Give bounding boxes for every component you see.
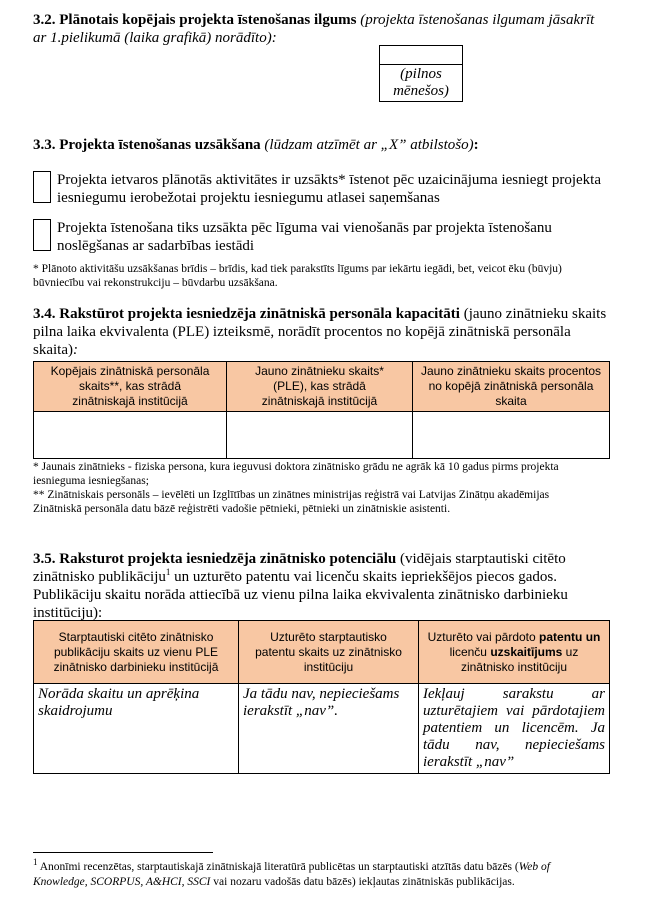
start-option-2-line2: noslēgšanas ar sadarbības iestādi bbox=[57, 238, 255, 254]
potential-header-publications-line1: Starptautiski citēto zinātnisko bbox=[58, 629, 214, 644]
publications-cell-line1: Norāda skaitu un aprēķina bbox=[38, 686, 200, 702]
potential-header-publications bbox=[34, 621, 239, 684]
staff-header-young-line1: Jauno zinātnieku skaits* bbox=[255, 364, 384, 378]
duration-unit-line2: mēnešos) bbox=[393, 83, 449, 99]
section-3-3-colon: : bbox=[473, 137, 479, 153]
potential-header-licences-line1-b: patentu un bbox=[539, 629, 601, 644]
footnote-line1 bbox=[33, 857, 550, 874]
staff-header-total bbox=[34, 362, 227, 412]
section-3-5-text-line3: Publikāciju skaitu norāda attiecībā uz vienu pilna laika ekvivalenta zinātnisko darbinieku bbox=[33, 587, 568, 603]
potential-header-licences-line1 bbox=[423, 630, 605, 645]
staff-footnote-line1: ** Zinātniskais personāls – ievēlēti un Izglītības un zinātnes ministrijas reģistrā vai Latvijas Zinātņu akadēmijas bbox=[33, 489, 550, 501]
staff-header-percent bbox=[413, 362, 610, 412]
footnote-line1-b: Web of bbox=[518, 861, 550, 873]
staff-header-percent-line2: no kopējā zinātniskā personāla bbox=[428, 379, 594, 393]
footnote-line2 bbox=[33, 875, 515, 889]
section-3-5-text-line2-b: un uzturēto patentu vai licenču skaits iepriekšējos piecos gados. bbox=[174, 569, 557, 585]
potential-header-licences-line2-b: uzskaitījums bbox=[490, 644, 563, 659]
section-3-4-title: Rakstūrot projekta iesniedzēja zinātniskā personāla kapacitāti bbox=[59, 306, 460, 322]
footnote-separator bbox=[33, 852, 213, 853]
staff-header-total-line3: zinātniskajā institūcijā bbox=[72, 394, 188, 408]
section-3-3-title: Projekta īstenošanas uzsākšana bbox=[59, 137, 261, 153]
young-scientist-footnote-line2: iesnieguma iesniegšanas; bbox=[33, 475, 149, 487]
staff-table-input-row bbox=[34, 412, 610, 459]
licences-cell-line1: Iekļauj sarakstu ar bbox=[423, 686, 605, 702]
staff-header-total-line1: Kopējais zinātniskā personāla bbox=[50, 364, 210, 378]
potential-header-licences bbox=[419, 621, 610, 684]
section-3-2-title: Plānotais kopējais projekta īstenošanas ilgums bbox=[59, 12, 357, 28]
publications-cell[interactable] bbox=[34, 684, 239, 774]
section-3-5-title: Raksturot projekta iesniedzēja zinātnisko potenciālu bbox=[59, 551, 397, 567]
section-3-2-number: 3.2. bbox=[33, 12, 56, 28]
section-3-4-text-line3-body: skaita) bbox=[33, 342, 73, 358]
staff-header-young-line2: (PLE), kas strādā bbox=[273, 379, 366, 393]
footnote-line2-b: vai nozaru vadošās datu bāzēs) iekļautas zinātniskās publikācijas. bbox=[210, 876, 515, 888]
section-3-5-text-line1: (vidējais starptautiski citēto bbox=[399, 551, 566, 567]
duration-input-box[interactable] bbox=[379, 45, 463, 65]
section-3-2-note: (projekta īstenošanas ilgumam jāsakrīt bbox=[360, 12, 595, 28]
staff-footnote-line2: Zinātniskā personāla datu bāzē reģistrēti vadošie pētnieki, pētnieki un zinātniskie asistenti. bbox=[33, 503, 451, 515]
patents-cell[interactable] bbox=[239, 684, 419, 774]
footnote-line1-a: Anonīmi recenzētas, starptautiskajā zinātniskajā literatūrā publicētas un starptautiski atzītās datu bāzēs ( bbox=[37, 861, 519, 873]
section-3-4-text-line1: (jauno zinātnieku skaits bbox=[463, 306, 607, 322]
section-3-5-footnote-ref: 1 bbox=[165, 567, 171, 577]
section-3-5-text-line2 bbox=[33, 569, 557, 586]
potential-header-publications-line3: zinātnisko darbinieku institūcijā bbox=[53, 659, 219, 674]
start-footnote-line1: * Plānoto aktivitāšu uzsākšanas brīdis – brīdis, kad tiek parakstīts līgums par iekārtu iegādi, bet, veicot ēku (būvju) bbox=[33, 263, 562, 275]
start-option-2-line1: Projekta īstenošana tiks uzsākta pēc līguma vai vienošanās par projekta īstenošanu bbox=[57, 220, 552, 236]
potential-header-licences-line1-a: Uzturēto vai pārdoto bbox=[427, 629, 540, 644]
section-3-4-heading bbox=[33, 306, 619, 323]
section-3-5-text-line2-a: zinātnisko publikāciju bbox=[33, 569, 166, 585]
licences-cell-line3: patentiem un licencēm. Ja bbox=[423, 720, 605, 736]
licences-cell-line5: ierakstīt „nav” bbox=[423, 754, 515, 770]
potential-header-publications-line2: publikāciju skaits uz vienu PLE bbox=[53, 644, 219, 659]
potential-header-licences-line3: zinātnisko institūciju bbox=[460, 659, 568, 674]
scientific-potential-table bbox=[33, 620, 610, 774]
staff-total-cell[interactable] bbox=[34, 412, 227, 459]
potential-header-patents-line3: institūciju bbox=[303, 659, 354, 674]
patents-cell-line1: Ja tādu nav, nepieciešams bbox=[243, 686, 400, 702]
staff-young-cell[interactable] bbox=[227, 412, 413, 459]
duration-unit-box bbox=[379, 64, 463, 102]
section-3-4-text-line3 bbox=[33, 342, 78, 359]
section-3-2-note-line2: ar 1.pielikumā (laika grafikā) norādīto): bbox=[33, 30, 277, 46]
section-3-3-number: 3.3. bbox=[33, 137, 56, 153]
section-3-3-note: (lūdzam atzīmēt ar „X” atbilstošo) bbox=[264, 137, 474, 153]
footnote-marker: 1 bbox=[33, 857, 38, 868]
section-3-4-text-line3-colon: : bbox=[72, 342, 78, 358]
staff-percent-cell[interactable] bbox=[413, 412, 610, 459]
potential-header-patents-line2: patentu skaits uz zinātnisko bbox=[255, 644, 402, 659]
staff-header-percent-line1: Jauno zinātnieku skaits procentos bbox=[420, 364, 602, 378]
section-3-5-number: 3.5. bbox=[33, 551, 56, 567]
start-option-2-checkbox[interactable] bbox=[33, 219, 51, 251]
licences-cell-line2: uzturētajiem vai pārdotajiem bbox=[423, 703, 605, 719]
start-option-1-line2: iesniegumu ierobežotai projektu iesniegumu atlasei saņemšanas bbox=[57, 190, 440, 206]
potential-header-licences-line2-a: licenču bbox=[449, 644, 491, 659]
start-footnote-line2: būvniecību vai rekonstrukciju – būvdarbu uzsākšana. bbox=[33, 277, 278, 289]
duration-unit-line1: (pilnos bbox=[400, 66, 442, 82]
section-3-4-number: 3.4. bbox=[33, 306, 56, 322]
staff-table-header-row bbox=[34, 362, 610, 412]
potential-header-patents-line1: Uzturēto starptautisko bbox=[270, 629, 387, 644]
start-option-1-line1: Projekta ietvaros plānotās aktivitātes ir uzsākts* īstenot pēc uzaicinājuma iesniegt projekta bbox=[57, 172, 601, 188]
staff-header-percent-line3: skaita bbox=[495, 394, 527, 408]
young-scientist-footnote-line1: * Jaunais zinātnieks - fiziska persona, kura ieguvusi doktora zinātnisko grādu ne agrāk kā 10 gadus pirms projekta bbox=[33, 461, 559, 473]
section-3-5-text-line4: institūciju): bbox=[33, 605, 103, 621]
staff-header-young bbox=[227, 362, 413, 412]
potential-header-licences-line2-c: uz bbox=[562, 644, 579, 659]
scientific-staff-table bbox=[33, 361, 610, 459]
potential-header-patents bbox=[239, 621, 419, 684]
publications-cell-line2: skaidrojumu bbox=[38, 703, 113, 719]
staff-header-total-line2: skaits**, kas strādā bbox=[78, 379, 182, 393]
section-3-4-text-line2: pilna laika ekvivalenta (PLE) izteiksmē, norādīt procentos no kopējā zinātniskā personāla bbox=[33, 324, 571, 340]
potential-header-licences-line2 bbox=[423, 645, 605, 660]
potential-table-input-row bbox=[34, 684, 610, 774]
section-3-2-heading bbox=[33, 12, 613, 29]
section-3-3-heading bbox=[33, 137, 479, 154]
licences-cell-line4: tādu nav, nepieciešams bbox=[423, 737, 605, 753]
patents-cell-line2: ierakstīt „nav”. bbox=[243, 703, 339, 719]
licences-cell[interactable] bbox=[419, 684, 610, 774]
start-option-1-checkbox[interactable] bbox=[33, 171, 51, 203]
potential-table-header-row bbox=[34, 621, 610, 684]
staff-header-young-line3: zinātniskajā institūcijā bbox=[261, 394, 378, 408]
section-3-5-heading bbox=[33, 551, 619, 568]
footnote-line2-a: Knowledge, SCORPUS, A&HCI, SSCI bbox=[33, 876, 211, 888]
